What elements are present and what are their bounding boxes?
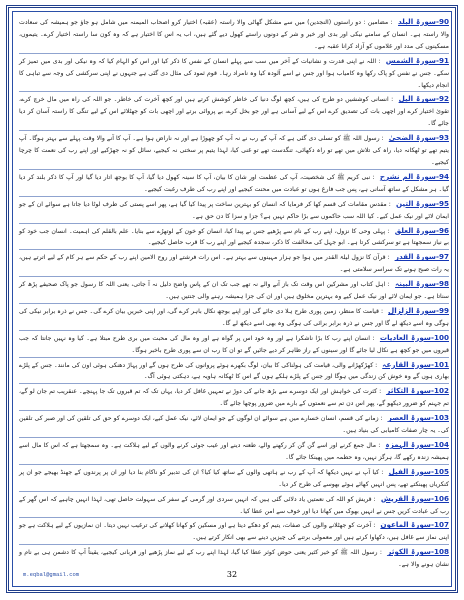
surah-summary: اللہ نے اپنی قدرت و نشانیات کے آخر میں سب سے پہلے انسان کے نفس کا ذکر کیا اور اس کو الہام کیا کہ وہ نیکی اور بدی میں تمیز کر سکے۔ جس نے نفس کو پاک رکھا وہ کامیاب ہوا اور جس نے اسے آلودہ کیا وہ نامراد رہا۔ قوم ثمود کی مثال دی گئی ہے جنہوں نے اپنی سرکشی کی وجہ سے تباہی کا انجام دیکھا۔ <box>19 57 449 89</box>
surah-summary: انسان اپنے رب کا بڑا ناشکرا ہے اور وہ خود اس پر گواہ ہے اور وہ مال کی محبت میں بری طرح مبتلا ہے۔ کیا وہ نہیں جانتا کہ جب قبروں میں جو کچھ ہے نکال لیا جائے گا اور سینوں کے راز ظاہر کر دیے جائیں گے تو ان کا رب ان سے پوری طرح باخبر ہوگا۔ <box>19 334 449 354</box>
surah-heading: 97-سورۃ القدر <box>394 252 449 262</box>
surah-heading: 98-سورۃ البینہ <box>395 279 449 289</box>
surah-summary: زمانے کی قسم، انسان خسارے میں ہے سوائے ان لوگوں کے جو ایمان لائے، نیک عمل کیے، ایک دوسرے کو حق کی تلقین کی اور صبر کی تلقین کی۔ یہ چار صفات کامیابی کی بنیاد ہیں۔ <box>19 415 449 435</box>
surah-heading: 103-سورۃ العصر <box>387 413 449 423</box>
surah-heading: 104-سورۃ الہمزہ <box>385 440 449 449</box>
surah-heading: 92-سورۃ الیل <box>398 94 449 104</box>
surah-heading: 105-سورۃ الفیل <box>388 466 449 476</box>
surah-entry: 91-سورۃ الشمس : اللہ نے اپنی قدرت و نشانیات کے آخر میں سب سے پہلے انسان کے نفس کا ذکر کیا اور اس کو الہام کیا کہ وہ نیکی اور بدی میں تمیز کر سکے۔ جس نے نفس کو پاک رکھا وہ کامیاب ہوا اور جس نے اسے آلودہ کیا وہ نامراد رہا۔ قوم ثمود کی مثال دی گئی ہے جنہوں نے اپنی سرکشی کی وجہ سے تباہی کا انجام دیکھا۔ <box>19 53 449 92</box>
surah-summary: آخرت کو جھٹلانے والوں کی صفات، یتیم کو دھکے دیتا ہے اور مسکین کو کھانا کھلانے کی ترغیب نہیں دیتا۔ ان نمازیوں کے لیے ہلاکت ہے جو اپنی نماز سے غافل ہیں، دکھاوا کرتے ہیں اور معمولی برتنے کی چیزیں دینے سے بھی انکار کرتے ہیں۔ <box>19 522 449 542</box>
surah-heading: 100-سورۃ العادیات <box>379 332 449 342</box>
surah-entry: 94-سورۃ الم نشرح : نبی کریم ﷺ کی شخصیت، آپ کی عظمت اور شان کا بیان، آپ کا سینہ کھول دیا گیا، آپ کا بوجھ اتار دیا گیا اور آپ کا ذکر بلند کر دیا گیا۔ ہر مشکل کے ساتھ آسانی ہے، پس جب فارغ ہوں تو عبادت میں محنت کیجیے اور اپنے رب کی طرف رغبت کیجیے۔ <box>19 169 449 196</box>
surah-entry: 107-سورۃ الماعون : آخرت کو جھٹلانے والوں کی صفات، یتیم کو دھکے دیتا ہے اور مسکین کو کھانا کھلانے کی ترغیب نہیں دیتا۔ ان نمازیوں کے لیے ہلاکت ہے جو اپنی نماز سے غافل ہیں، دکھاوا کرتے ہیں اور معمولی برتنے کی چیزیں دینے سے بھی انکار کرتے ہیں۔ <box>19 517 449 544</box>
surah-entry: 92-سورۃ الیل : انسانی کوششیں دو طرح کی ہیں، کچھ لوگ دنیا کی خاطر کوشش کرتے ہیں اور کچھ آخرت کی خاطر۔ جو اللہ کی راہ میں مال خرچ کرے، تقویٰ اختیار کرے اور اچھی بات کی تصدیق کرے اس کے لیے آسانی ہے اور جو بخل کرے، بے پروائی برتے اور اچھی بات کو جھٹلائے اس کے لیے تنگی کا راستہ آسان کر دیا جائے گا۔ <box>19 91 449 130</box>
surah-heading: 107-سورۃ الماعون <box>380 520 449 530</box>
surah-entry: 99-سورۃ الزلزال : قیامت کا منظر، زمین پوری طرح ہلا دی جائے گی اور اپنے بوجھ نکال باہر کرے گی، اور اپنی خبریں بیان کرے گی۔ جس نے ذرہ برابر نیکی کی ہوگی وہ اسے دیکھ لے گا اور جس نے ذرہ برابر برائی کی ہوگی وہ بھی اسے دیکھ لے گا۔ <box>19 303 449 330</box>
surah-entry: 103-سورۃ العصر : زمانے کی قسم، انسان خسارے میں ہے سوائے ان لوگوں کے جو ایمان لائے، نیک عمل کیے، ایک دوسرے کو حق کی تلقین کی اور صبر کی تلقین کی۔ یہ چار صفات کامیابی کی بنیاد ہیں۔ <box>19 410 449 437</box>
surah-summary: رسول اللہ ﷺ کو تسلی دی گئی ہے کہ آپ کے رب نے نہ آپ کو چھوڑا ہے اور نہ ناراض ہوا ہے۔ آپ کا آنے والا وقت پہلے سے بہتر ہوگا۔ آپ یتیم تھے تو ٹھکانہ دیا، راہ کی تلاش میں تھے تو راہ دکھائی، تنگدست تھے تو غنی کیا، لہذا یتیم پر سختی نہ کیجیے، سائل کو نہ جھڑکیے اور اپنے رب کی نعمت کا چرچا کیجیے۔ <box>19 135 449 166</box>
surah-entry: 100-سورۃ العادیات : انسان اپنے رب کا بڑا ناشکرا ہے اور وہ خود اس پر گواہ ہے اور وہ مال کی محبت میں بری طرح مبتلا ہے۔ کیا وہ نہیں جانتا کہ جب قبروں میں جو کچھ ہے نکال لیا جائے گا اور سینوں کے راز ظاہر کر دیے جائیں گے تو ان کا رب ان سے پوری طرح باخبر ہوگا۔ <box>19 330 449 357</box>
surah-entry: 97-سورۃ القدر : قرآن کا نزول لیلۃ القدر میں ہوا جو ہزار مہینوں سے بہتر ہے۔ اس رات فرشتے اور روح الامین اپنے رب کے حکم سے ہر کام کے لیے اترتے ہیں، یہ رات صبح ہونے تک سراسر سلامتی ہے۔ <box>19 249 449 276</box>
surah-entry: 106-سورۃ القریش : قریش کو اللہ کی نعمتیں یاد دلائی گئی ہیں کہ انہیں سردی اور گرمی کے سفر کی سہولت حاصل تھی، لہذا انہیں چاہیے کہ اس گھر کے رب کی عبادت کریں جس نے انہیں بھوک میں کھانا دیا اور خوف سے امن عطا کیا۔ <box>19 491 449 518</box>
surah-summary: کیا آپ نے نہیں دیکھا کہ آپ کے رب نے ہاتھی والوں کے ساتھ کیا کیا؟ ان کی تدبیر کو ناکام بنا دیا اور ان پر پرندوں کے جھنڈ بھیجے جو ان پر کنکریاں پھینکتے تھے، پس انہیں کھائے ہوئے بھوسے کی طرح کر دیا۔ <box>19 468 449 488</box>
surah-entry: 95-سورۃ التین : مقدس مقامات کی قسم کھا کر فرمایا کہ انسان کو بہترین ساخت پر پیدا کیا گیا ہے، پھر اسے پستی کی طرف لوٹا دیا جاتا ہے سوائے ان کے جو ایمان لائے اور نیک عمل کیے۔ کیا اللہ سب حاکموں سے بڑا حاکم نہیں ہے؟ جزا و سزا کا دن حق ہے۔ <box>19 196 449 223</box>
surah-summary: نبی کریم ﷺ کی شخصیت، آپ کی عظمت اور شان کا بیان، آپ کا سینہ کھول دیا گیا، آپ کا بوجھ اتار دیا گیا اور آپ کا ذکر بلند کر دیا گیا۔ ہر مشکل کے ساتھ آسانی ہے، پس جب فارغ ہوں تو عبادت میں محنت کیجیے اور اپنے رب کی طرف رغبت کیجیے۔ <box>19 173 449 193</box>
surah-heading: 94-سورۃ الم نشرح <box>379 171 449 181</box>
author-email: m.eqbal@gmail.com <box>23 571 80 578</box>
document-body <box>19 16 449 569</box>
surah-entry: 98-سورۃ البینہ : اہل کتاب اور مشرکین اس وقت تک باز آنے والے نہ تھے جب تک ان کے پاس واضح دلیل نہ آ جاتی، یعنی اللہ کا رسول جو پاک صحیفے پڑھ کر سناتا ہے۔ جو ایمان لائے اور نیک عمل کیے وہ بہترین مخلوق ہیں اور ان کی جزا ہمیشہ رہنے والی جنتیں ہیں۔ <box>19 276 449 303</box>
surah-entry: 96-سورۃ العلق : پہلی وحی کا نزول، اپنے رب کے نام سے پڑھیے جس نے پیدا کیا، انسان کو خون کے لوتھڑے سے بنایا۔ علم بالقلم کی اہمیت۔ انسان جب خود کو بے نیاز سمجھتا ہے تو سرکشی کرتا ہے۔ ابو جہل کی مخالفت کا ذکر، سجدہ کیجیے اور اپنے رب کا قرب حاصل کیجیے۔ <box>19 223 449 250</box>
surah-summary: مضامین : دو راستوں (النجدین) میں سے مشکل گھاٹی والا راستہ (عقبہ) اختیار کرو اصحاب المیمنہ میں شامل ہو جاؤ جو ہمیشہ کی سعادت والا راستہ ہے۔ انسان کے سامنے نیکی اور بدی اور خیر و شر کے دونوں راستے کھول دیے گئے ہیں، اب یہ اس کا اختیار ہے کہ وہ کون سا راستہ اختیار کرے۔ یتیموں، مسکینوں کی مدد اور غلاموں کو آزاد کرانا عقبہ ہے۔ <box>19 19 449 50</box>
surah-heading: 101-سورۃ القارعہ <box>382 359 449 369</box>
surah-entry: 93-سورۃ الضحیٰ : رسول اللہ ﷺ کو تسلی دی گئی ہے کہ آپ کے رب نے نہ آپ کو چھوڑا ہے اور نہ ناراض ہوا ہے۔ آپ کا آنے والا وقت پہلے سے بہتر ہوگا۔ آپ یتیم تھے تو ٹھکانہ دیا، راہ کی تلاش میں تھے تو راہ دکھائی، تنگدست تھے تو غنی کیا، لہذا یتیم پر سختی نہ کیجیے، سائل کو نہ جھڑکیے اور اپنے رب کی نعمت کا چرچا کیجیے۔ <box>19 130 449 169</box>
surah-heading: 91-سورۃ الشمس <box>385 55 449 65</box>
surah-heading: 106-سورۃ القریش <box>380 493 449 503</box>
surah-entry: 108-سورۃ الکوثر : رسول اللہ ﷺ کو خیر کثیر یعنی حوض کوثر عطا کیا گیا، لہذا اپنے رب کے لیے نماز پڑھیے اور قربانی کیجیے، یقیناً آپ کا دشمن ہی بے نام و نشان ہونے والا ہے۔ <box>19 544 449 571</box>
surah-summary: کھڑکھڑانے والی، قیامت کی ہولناکی کا بیان، لوگ بکھرے ہوئے پروانوں کی طرح ہوں گے اور پہاڑ دھنکی ہوئی اون کی مانند۔ جس کے پلڑے بھاری ہوں گے وہ خوش کن زندگی میں ہوگا اور جس کے پلڑے ہلکے ہوں گے اس کا ٹھکانہ ہاویہ ہے، دہکتی ہوئی آگ۔ <box>19 361 449 381</box>
surah-entry: 90-سورۃ البلد : مضامین : دو راستوں (النجدین) میں سے مشکل گھاٹی والا راستہ (عقبہ) اختیار کرو اصحاب المیمنہ میں شامل ہو جاؤ جو ہمیشہ کی سعادت والا راستہ ہے۔ انسان کے سامنے نیکی اور بدی اور خیر و شر کے دونوں راستے کھول دیے گئے ہیں، اب یہ اس کا اختیار ہے کہ وہ کون سا راستہ اختیار کرے۔ یتیموں، مسکینوں کی مدد اور غلاموں کو آزاد کرانا عقبہ ہے۔ <box>19 17 449 50</box>
surah-heading: 90-سورۃ البلد <box>398 17 449 26</box>
surah-entry: 105-سورۃ الفیل : کیا آپ نے نہیں دیکھا کہ آپ کے رب نے ہاتھی والوں کے ساتھ کیا کیا؟ ان کی تدبیر کو ناکام بنا دیا اور ان پر پرندوں کے جھنڈ بھیجے جو ان پر کنکریاں پھینکتے تھے، پس انہیں کھائے ہوئے بھوسے کی طرح کر دیا۔ <box>19 464 449 491</box>
surah-heading: 93-سورۃ الضحیٰ <box>388 133 449 143</box>
surah-summary: پہلی وحی کا نزول، اپنے رب کے نام سے پڑھیے جس نے پیدا کیا، انسان کو خون کے لوتھڑے سے بنایا۔ علم بالقلم کی اہمیت۔ انسان جب خود کو بے نیاز سمجھتا ہے تو سرکشی کرتا ہے۔ ابو جہل کی مخالفت کا ذکر، سجدہ کیجیے اور اپنے رب کا قرب حاصل کیجیے۔ <box>19 227 449 247</box>
surah-summary: مال جمع کرنے اور اسے گن گن کر رکھنے والے، طعنہ دینے اور عیب جوئی کرنے والوں کے لیے ہلاکت ہے۔ وہ سمجھتا ہے کہ اس کا مال اسے ہمیشہ زندہ رکھے گا، ہرگز نہیں، وہ حطمہ میں پھینکا جائے گا۔ <box>19 442 449 461</box>
surah-entry: 104-سورۃ الہمزہ : مال جمع کرنے اور اسے گن گن کر رکھنے والے، طعنہ دینے اور عیب جوئی کرنے والوں کے لیے ہلاکت ہے۔ وہ سمجھتا ہے کہ اس کا مال اسے ہمیشہ زندہ رکھے گا، ہرگز نہیں، وہ حطمہ میں پھینکا جائے گا۔ <box>19 437 449 464</box>
surah-heading: 96-سورۃ العلق <box>394 225 449 235</box>
surah-summary: قیامت کا منظر، زمین پوری طرح ہلا دی جائے گی اور اپنے بوجھ نکال باہر کرے گی، اور اپنی خبریں بیان کرے گی۔ جس نے ذرہ برابر نیکی کی ہوگی وہ اسے دیکھ لے گا اور جس نے ذرہ برابر برائی کی ہوگی وہ بھی اسے دیکھ لے گا۔ <box>19 307 449 327</box>
surah-summary: کثرت کی خواہش اور ایک دوسرے سے بڑھ جانے کی دوڑ نے تمہیں غافل کر دیا، یہاں تک کہ تم قبروں تک جا پہنچے۔ عنقریب تم جان لو گے، تم جہنم کو ضرور دیکھو گے، پھر اس دن تم سے نعمتوں کے بارے میں ضرور پوچھا جائے گا۔ <box>19 388 449 408</box>
surah-heading: 95-سورۃ التین <box>395 198 449 208</box>
surah-summary: قریش کو اللہ کی نعمتیں یاد دلائی گئی ہیں کہ انہیں سردی اور گرمی کے سفر کی سہولت حاصل تھی، لہذا انہیں چاہیے کہ اس گھر کے رب کی عبادت کریں جس نے انہیں بھوک میں کھانا دیا اور خوف سے امن عطا کیا۔ <box>19 495 449 515</box>
surah-summary: اہل کتاب اور مشرکین اس وقت تک باز آنے والے نہ تھے جب تک ان کے پاس واضح دلیل نہ آ جاتی، یعنی اللہ کا رسول جو پاک صحیفے پڑھ کر سناتا ہے۔ جو ایمان لائے اور نیک عمل کیے وہ بہترین مخلوق ہیں اور ان کی جزا ہمیشہ رہنے والی جنتیں ہیں۔ <box>19 281 449 301</box>
page-border <box>6 5 458 593</box>
surah-summary: قرآن کا نزول لیلۃ القدر میں ہوا جو ہزار مہینوں سے بہتر ہے۔ اس رات فرشتے اور روح الامین اپنے رب کے حکم سے ہر کام کے لیے اترتے ہیں، یہ رات صبح ہونے تک سراسر سلامتی ہے۔ <box>19 254 449 274</box>
surah-summary: انسانی کوششیں دو طرح کی ہیں، کچھ لوگ دنیا کی خاطر کوشش کرتے ہیں اور کچھ آخرت کی خاطر۔ جو اللہ کی راہ میں مال خرچ کرے، تقویٰ اختیار کرے اور اچھی بات کی تصدیق کرے اس کے لیے آسانی ہے اور جو بخل کرے، بے پروائی برتے اور اچھی بات کو جھٹلائے اس کے لیے تنگی کا راستہ آسان کر دیا جائے گا۔ <box>19 96 449 128</box>
surah-heading: 108-سورۃ الکوثر <box>387 547 449 557</box>
page-number: 32 <box>226 570 238 579</box>
surah-summary: رسول اللہ ﷺ کو خیر کثیر یعنی حوض کوثر عطا کیا گیا، لہذا اپنے رب کے لیے نماز پڑھیے اور قربانی کیجیے، یقیناً آپ کا دشمن ہی بے نام و نشان ہونے والا ہے۔ <box>19 549 449 569</box>
surah-heading: 102-سورۃ التکاثر <box>386 386 449 396</box>
surah-summary: مقدس مقامات کی قسم کھا کر فرمایا کہ انسان کو بہترین ساخت پر پیدا کیا گیا ہے، پھر اسے پستی کی طرف لوٹا دیا جاتا ہے سوائے ان کے جو ایمان لائے اور نیک عمل کیے۔ کیا اللہ سب حاکموں سے بڑا حاکم نہیں ہے؟ جزا و سزا کا دن حق ہے۔ <box>19 200 449 220</box>
surah-entry: 102-سورۃ التکاثر : کثرت کی خواہش اور ایک دوسرے سے بڑھ جانے کی دوڑ نے تمہیں غافل کر دیا، یہاں تک کہ تم قبروں تک جا پہنچے۔ عنقریب تم جان لو گے، تم جہنم کو ضرور دیکھو گے، پھر اس دن تم سے نعمتوں کے بارے میں ضرور پوچھا جائے گا۔ <box>19 383 449 410</box>
surah-entry: 101-سورۃ القارعہ : کھڑکھڑانے والی، قیامت کی ہولناکی کا بیان، لوگ بکھرے ہوئے پروانوں کی طرح ہوں گے اور پہاڑ دھنکی ہوئی اون کی مانند۔ جس کے پلڑے بھاری ہوں گے وہ خوش کن زندگی میں ہوگا اور جس کے پلڑے ہلکے ہوں گے اس کا ٹھکانہ ہاویہ ہے، دہکتی ہوئی آگ۔ <box>19 357 449 384</box>
surah-heading: 99-سورۃ الزلزال <box>388 305 449 315</box>
